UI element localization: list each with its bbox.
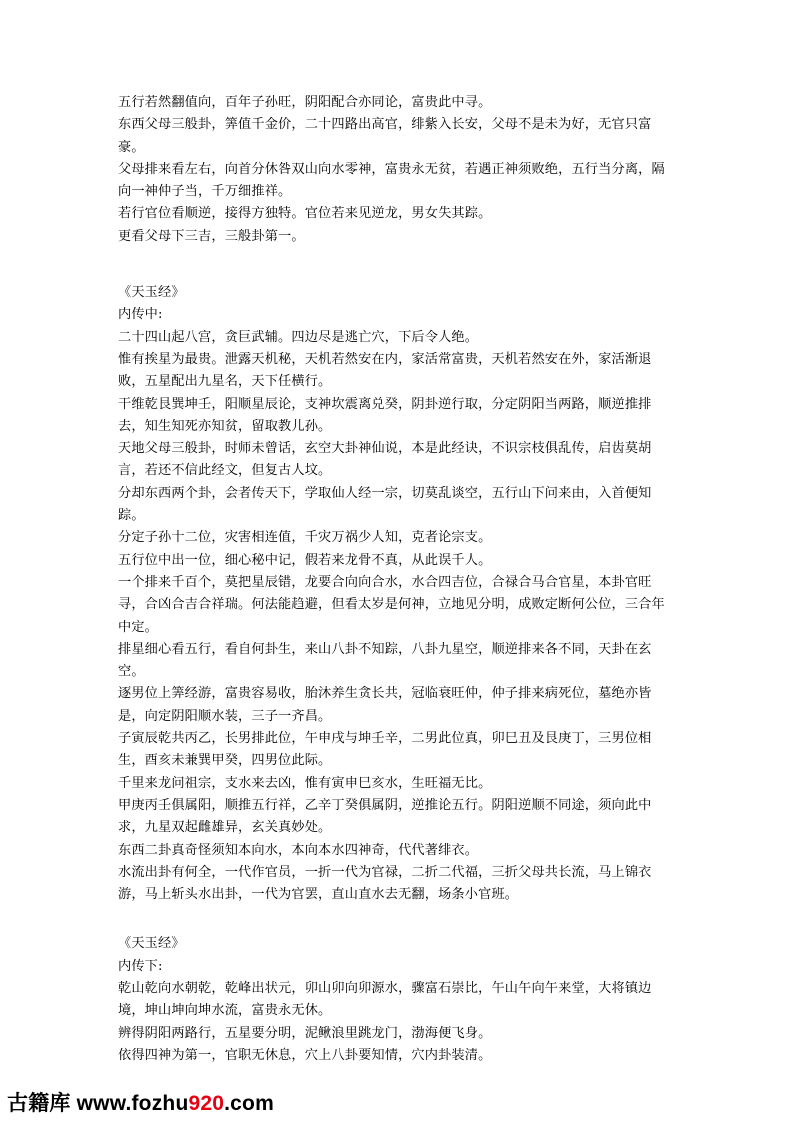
paragraph: 排星细心看五行，看自何卦生，来山八卦不知踪，八卦九星空，顺逆排来各不同，天卦在玄空。 [118, 641, 652, 680]
paragraph: 天地父母三般卦，时师未曾话，玄空大卦神仙说，本是此经诀，不识宗枝俱乱传，启齿莫胡言，若还不信此经文，但复古人坟。 [118, 441, 652, 479]
paragraph: 乾山乾向水朝乾，乾峰出状元，卯山卯向卯源水，骤富石崇比，午山午向午来堂，大将镇边境，坤山坤向坤水流，富贵永无休。 [118, 980, 652, 1019]
paragraph: 惟有挨星为最贵。泄露天机秘，天机若然安在内，家活常富贵，天机若然安在外，家活渐退败，五星配出九星名，天下任横行。 [118, 351, 652, 390]
document-body [118, 92, 678, 1067]
section-spacer [118, 906, 678, 933]
paragraph: 五行位中出一位，细心秘中记，假若来龙骨不真，从此误千人。 [118, 552, 492, 568]
section-title: 《天玉经》 [118, 936, 185, 952]
watermark-number: 920 [188, 1092, 225, 1115]
site-watermark [7, 1087, 274, 1117]
paragraph: 辨得阴阳两路行，五星要分明，泥鳅浪里跳龙门，渤海便飞身。 [118, 1025, 492, 1041]
paragraph: 干维乾艮巽坤壬，阳顺星辰论，支神坎震离兑癸，阴卦逆行取，分定阴阳当两路，顺逆推排去，知生知死亦知贫，留取教儿孙。 [118, 396, 652, 434]
paragraph: 依得四神为第一，官职无休息，穴上八卦要知情，穴内卦装清。 [118, 1047, 492, 1063]
section-2 [118, 282, 678, 906]
paragraph: 分却东西两个卦，会者传天下，学取仙人经一宗，切莫乱谈空，五行山下问来由，入首便知踪。 [118, 485, 652, 524]
paragraph: 东西二卦真奇怪须知本向水，本向本水四神奇，代代著绯衣。 [118, 842, 479, 858]
section-title: 《天玉经》 [118, 285, 185, 301]
section-1 [118, 92, 678, 248]
paragraph: 水流出卦有何全，一代作官员，一折一代为官禄，二折二代福，三折父母共长流，马上锦衣游，马上斩头水出卦，一代为官罢，直山直水去无翻，场条小官班。 [118, 864, 652, 903]
paragraph: 东西父母三般卦，筭值千金价，二十四路出高官，绯紫入长安，父母不是未为好，无官只富豪。 [118, 117, 652, 155]
paragraph: 更看父母下三吉，三般卦第一。 [118, 228, 305, 244]
paragraph: 甲庚丙壬俱属阳，顺推五行祥，乙辛丁癸俱属阴，逆推论五行。阴阳逆顺不同途，须向此中求，九星双起雌雄异，玄关真妙处。 [118, 797, 652, 836]
paragraph: 若行官位看顺逆，接得方独特。官位若来见逆龙，男女失其踪。 [118, 206, 492, 222]
paragraph: 一个排来千百个，莫把星辰错，龙要合向向合水，水合四吉位，合禄合马合官星，本卦官旺寻，合凶合吉合祥瑞。何法能趋避，但看太岁是何神，立地见分明，成败定断何公位，三合年中定。 [118, 574, 665, 635]
paragraph: 逐男位上筭经游，富贵容易收，胎沐养生贪长共，冠临衰旺仲，仲子排来病死位，墓绝亦皆是，向定阴阳顺水装，三子一齐昌。 [118, 686, 652, 724]
section-subtitle: 内传下: [118, 958, 163, 974]
paragraph: 五行若然翻值向，百年子孙旺，阴阳配合亦同论，富贵此中寻。 [118, 95, 492, 110]
section-3 [118, 933, 678, 1067]
paragraph: 分定子孙十二位，灾害相连值，千灾万祸少人知，克者论宗支。 [118, 530, 492, 546]
paragraph: 千里来龙问祖宗，支水来去凶，惟有寅申巳亥水，生旺福无比。 [118, 775, 492, 791]
paragraph: 子寅辰乾共丙乙，长男排此位，午申戌与坤壬辛，二男此位真，卯巳丑及艮庚丁，三男位相生，酉亥未兼巽甲癸，四男位此际。 [118, 731, 652, 769]
section-subtitle: 内传中: [118, 307, 163, 323]
watermark-suffix: .com [224, 1092, 274, 1115]
watermark-label: 古籍库 www.fozhu [7, 1092, 189, 1115]
paragraph: 父母排来看左右，向首分休咎双山向水零神，富贵永无贫，若遇正神须败绝，五行当分离，隔向一神仲子当，千万细推祥。 [118, 161, 665, 200]
paragraph: 二十四山起八宫，贪巨武辅。四边尽是逃亡穴，下后令人绝。 [118, 329, 479, 345]
section-spacer [118, 248, 678, 282]
